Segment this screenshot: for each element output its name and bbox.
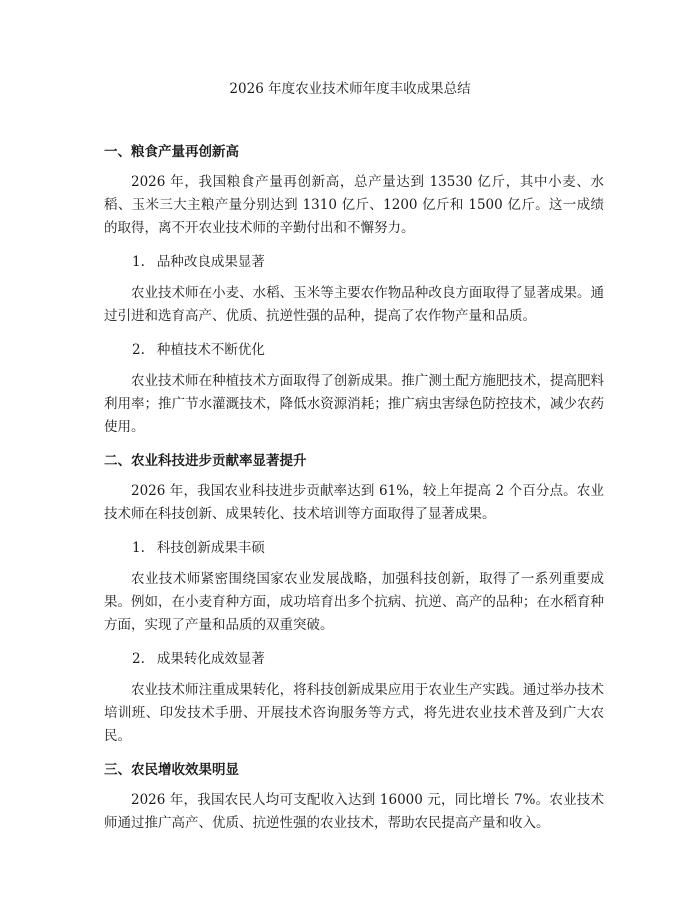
subsection-title: 科技创新成果丰硕 <box>156 540 265 556</box>
subsection-heading <box>104 649 604 669</box>
subsection-text: 农业技术师注重成果转化，将科技创新成果应用于农业生产实践。通过举办技术培训班、印发技术手册、开展技术咨询服务等方式，将先进农业技术普及到广大农民。 <box>104 682 604 744</box>
subsection-heading <box>104 538 604 558</box>
section-grain-output <box>104 142 604 439</box>
subsection-number: 2. <box>132 651 145 667</box>
subsection-number: 2. <box>132 342 145 358</box>
subsection-text: 农业技术师在种植技术方面取得了创新成果。推广测土配方施肥技术，提高肥料利用率；推广节水灌溉技术，降低水资源消耗；推广病虫害绿色防控技术，减少农药使用。 <box>104 373 604 435</box>
subsection-heading <box>104 340 604 360</box>
subsection-text: 农业技术师紧密围绕国家农业发展战略，加强科技创新，取得了一系列重要成果。例如，在小麦育种方面，成功培育出多个抗病、抗逆、高产的品种；在水稻育种方面，实现了产量和品质的双重突破。 <box>104 571 604 633</box>
subsection-title: 种植技术不断优化 <box>156 342 265 358</box>
subsection-text: 农业技术师在小麦、水稻、玉米等主要农作物品种改良方面取得了显著成果。通过引进和选育高产、优质、抗逆性强的品种，提高了农作物产量和品质。 <box>104 285 604 324</box>
subsection-title: 品种改良成果显著 <box>156 254 265 270</box>
section-intro: 2026 年，我国粮食产量再创新高，总产量达到 13530 亿斤，其中小麦、水稻、玉米三大主粮产量分别达到 1310 亿斤、1200 亿斤和 1500 亿斤。这一成绩的取得，离不开农业技术师的辛勤付出和不懈努力。 <box>104 174 604 236</box>
section-heading: 三、农民增收效果明显 <box>104 762 239 778</box>
subsection-number: 1. <box>132 254 145 270</box>
section-farmer-income <box>104 760 604 835</box>
section-heading: 一、粮食产量再创新高 <box>104 144 239 160</box>
section-intro: 2026 年，我国农民人均可支配收入达到 16000 元，同比增长 7%。农业技术师通过推广高产、优质、抗逆性强的农业技术，帮助农民提高产量和收入。 <box>104 792 604 831</box>
subsection-heading <box>104 252 604 272</box>
document-title: 2026 年度农业技术师年度丰收成果总结 <box>229 81 471 97</box>
section-heading: 二、农业科技进步贡献率显著提升 <box>104 453 307 469</box>
subsection-title: 成果转化成效显著 <box>156 651 265 667</box>
section-tech-contribution <box>104 451 604 748</box>
subsection-number: 1. <box>132 540 145 556</box>
document-body <box>104 142 604 847</box>
section-intro: 2026 年，我国农业科技进步贡献率达到 61%，较上年提高 2 个百分点。农业技术师在科技创新、成果转化、技术培训等方面取得了显著成果。 <box>104 483 604 522</box>
